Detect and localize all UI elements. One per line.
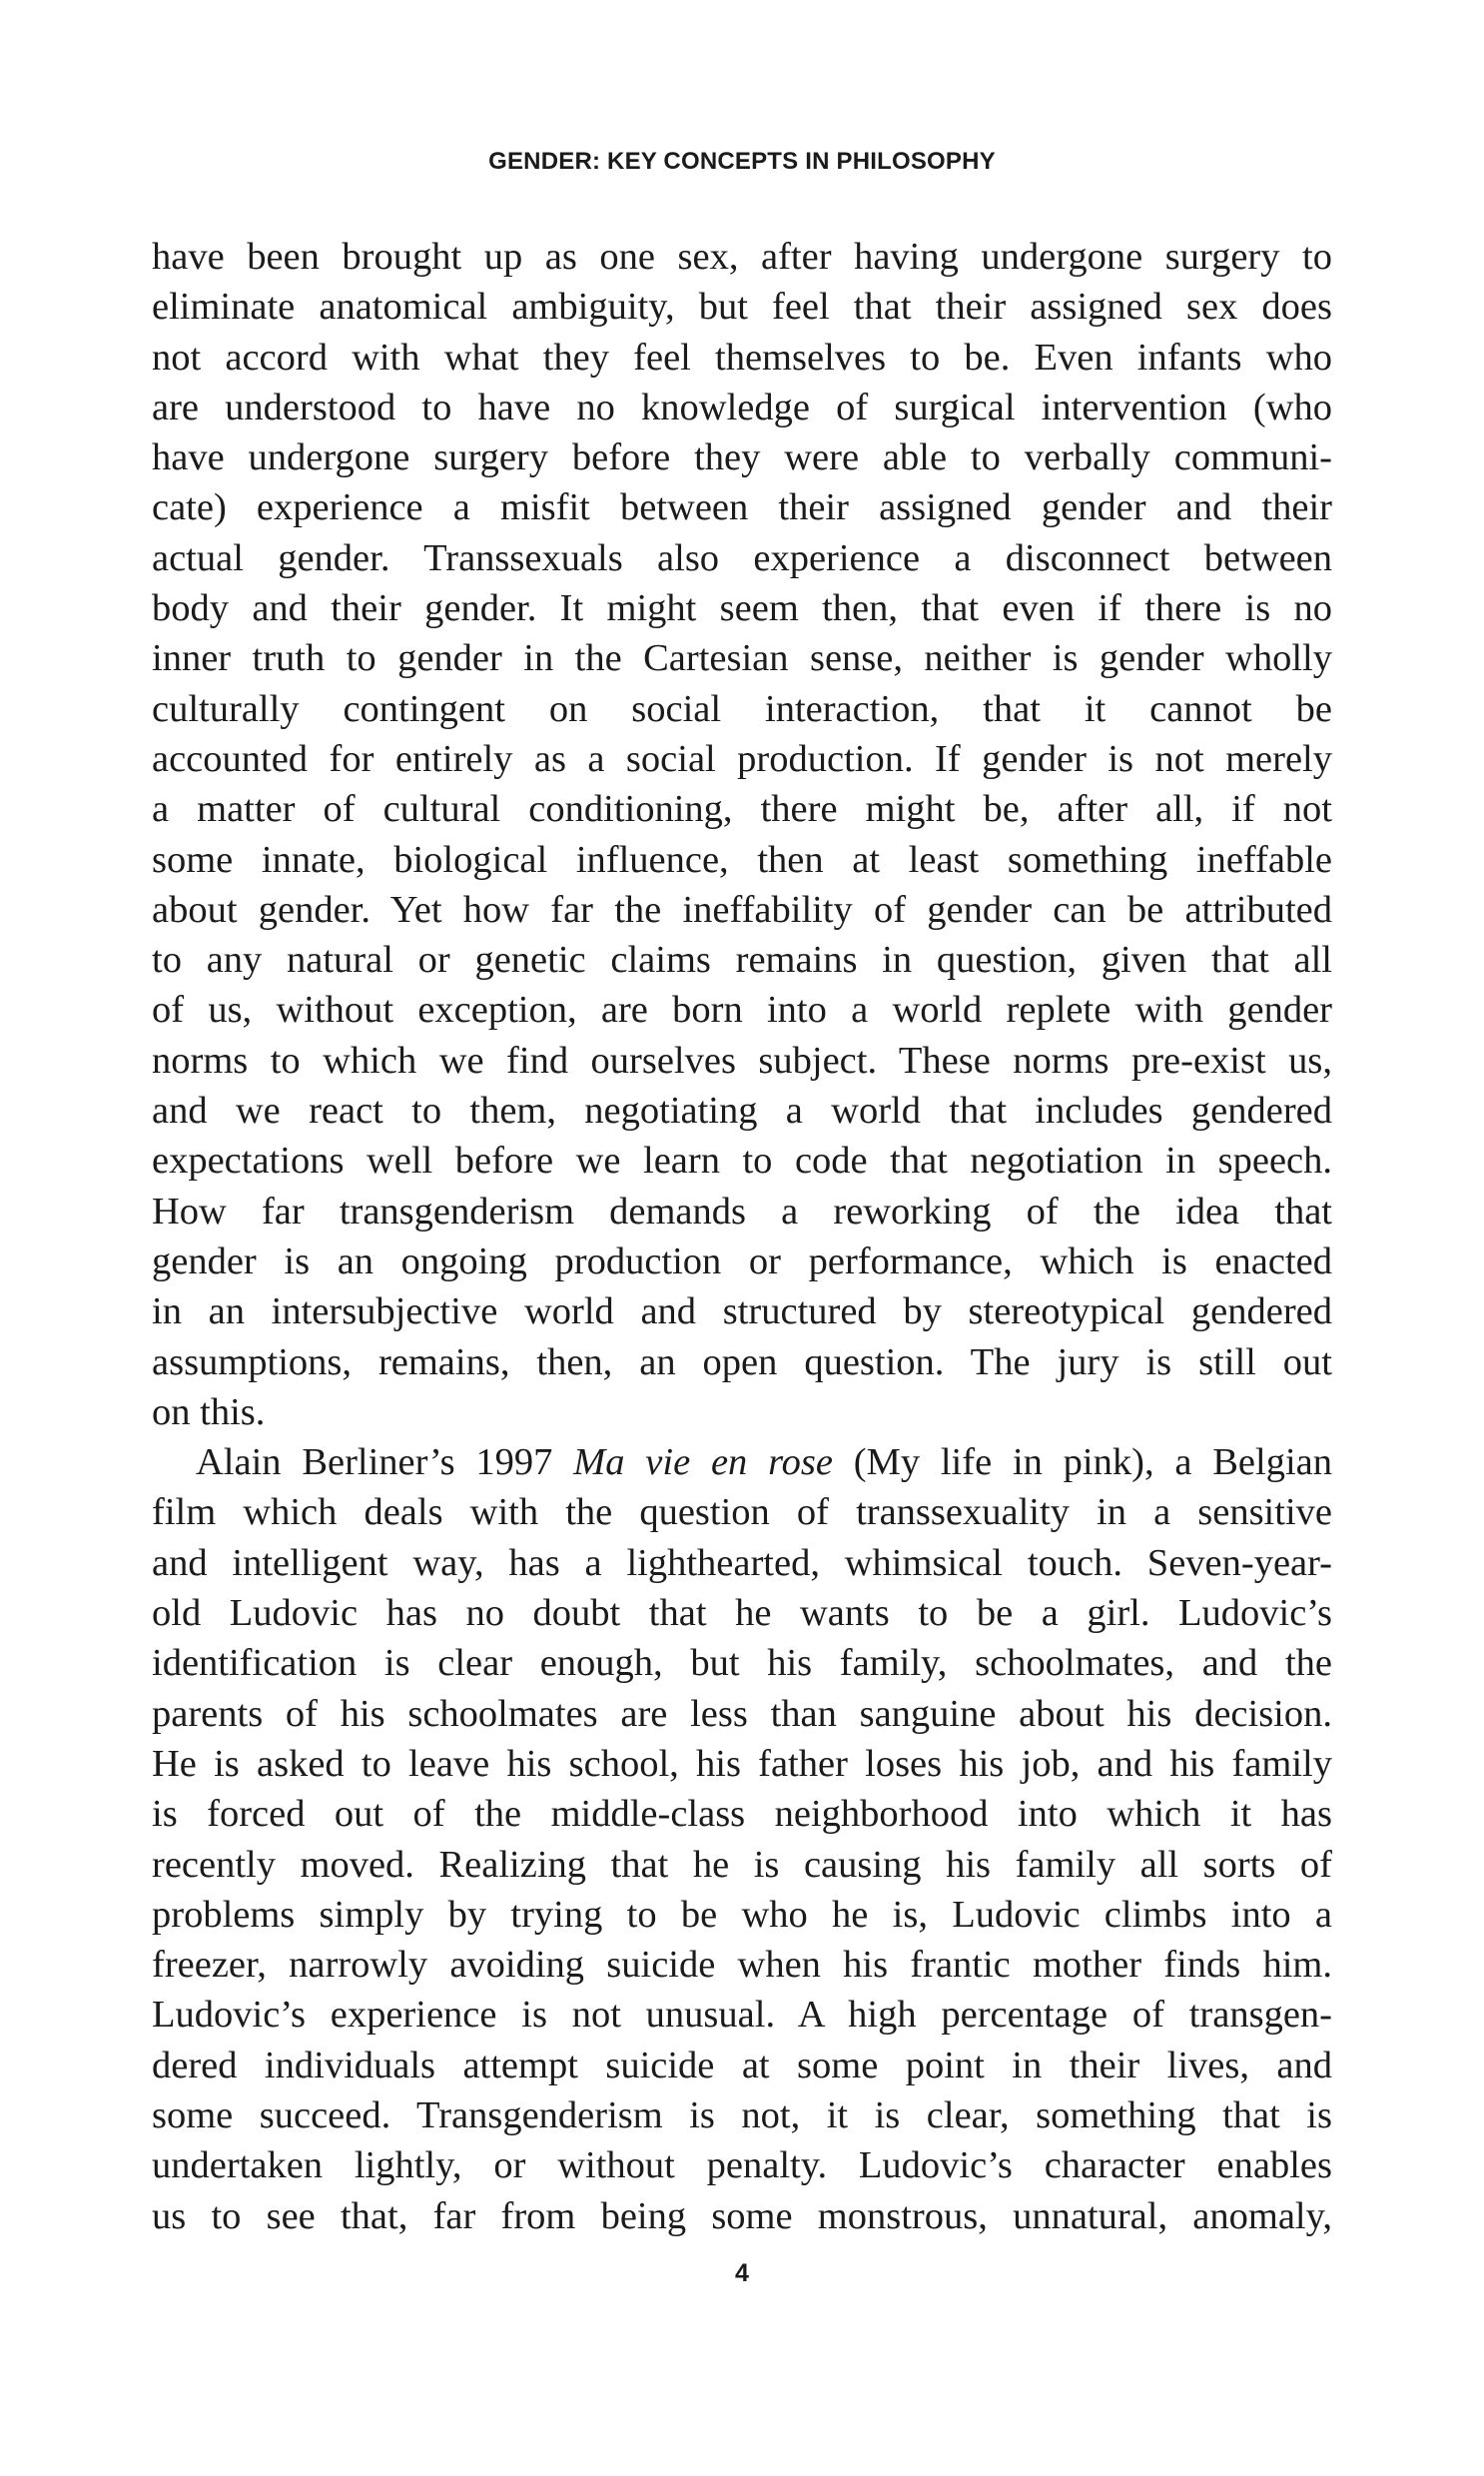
text-line: cate) experience a misfit between their assigned gender and their — [152, 486, 1332, 529]
text-line: us to see that, far from being some monstrous, unnatural, anomaly, — [152, 2194, 1332, 2237]
text-line: of us, without exception, are born into a world replete with gender — [152, 989, 1332, 1032]
text-line: accounted for entirely as a social production. If gender is not merely — [152, 737, 1332, 780]
text-line: and we react to them, negotiating a world that includes gendered — [152, 1090, 1332, 1133]
film-title: Ma vie en rose — [573, 1441, 833, 1484]
text-line: identification is clear enough, but his family, schoolmates, and the — [152, 1642, 1332, 1685]
text-line: expectations well before we learn to code that negotiation in speech. — [152, 1140, 1332, 1183]
text-line: inner truth to gender in the Cartesian sense, neither is gender wholly — [152, 637, 1332, 680]
text-line: He is asked to leave his school, his father loses his job, and his family — [152, 1742, 1332, 1785]
text-line: are understood to have no knowledge of surgical intervention (who — [152, 386, 1332, 428]
text-line: gender is an ongoing production or performance, which is enacted — [152, 1239, 1332, 1282]
text-line: on this. — [152, 1390, 266, 1433]
text-line: to any natural or genetic claims remains in question, given that all — [152, 939, 1332, 982]
text-line: and intelligent way, has a lighthearted, whimsical touch. Seven-year- — [152, 1541, 1332, 1584]
text-line: about gender. Yet how far the ineffability of gender can be attributed — [152, 888, 1332, 931]
paragraph-2-first-line — [152, 1437, 1332, 1487]
text-line: not accord with what they feel themselves to be. Even infants who — [152, 336, 1332, 379]
text-line: is forced out of the middle-class neighborhood into which it has — [152, 1793, 1332, 1836]
text-line: old Ludovic has no doubt that he wants to be a girl. Ludovic’s — [152, 1592, 1332, 1635]
text-line: problems simply by trying to be who he is, Ludovic climbs into a — [152, 1893, 1332, 1936]
text-line: a matter of cultural conditioning, there might be, after all, if not — [152, 788, 1332, 831]
text-line: culturally contingent on social interaction, that it cannot be — [152, 687, 1332, 730]
text-line: actual gender. Transsexuals also experience a disconnect between — [152, 536, 1332, 579]
text-line: assumptions, remains, then, an open question. The jury is still out — [152, 1340, 1332, 1383]
text-line: Ludovic’s experience is not unusual. A high percentage of transgen- — [152, 1994, 1332, 2037]
text-line: have undergone surgery before they were able to verbally communi- — [152, 436, 1332, 479]
text-line: norms to which we find ourselves subject. These norms pre-exist us, — [152, 1039, 1332, 1082]
body-text — [152, 232, 1332, 2241]
text-line: dered individuals attempt suicide at some point in their lives, and — [152, 2044, 1332, 2086]
text-line: undertaken lightly, or without penalty. Ludovic’s character enables — [152, 2144, 1332, 2187]
text-line: How far transgenderism demands a reworking of the idea that — [152, 1190, 1332, 1233]
text-line: body and their gender. It might seem then, that even if there is no — [152, 587, 1332, 630]
text-line: in an intersubjective world and structured by stereotypical gendered — [152, 1290, 1332, 1333]
text-line: some succeed. Transgenderism is not, it is clear, something that is — [152, 2093, 1332, 2136]
text-line: recently moved. Realizing that he is causing his family all sorts of — [152, 1843, 1332, 1886]
text-line: have been brought up as one sex, after having undergone surgery to — [152, 236, 1332, 278]
text-line: some innate, biological influence, then at least something ineffable — [152, 838, 1332, 881]
text-line: eliminate anatomical ambiguity, but feel that their assigned sex does — [152, 286, 1332, 329]
page-number: 4 — [735, 2259, 749, 2287]
text-run: (My life in pink), a Belgian — [832, 1441, 1332, 1484]
text-line: freezer, narrowly avoiding suicide when his frantic mother finds him. — [152, 1944, 1332, 1987]
text-run: Alain Berliner’s 1997 — [196, 1441, 574, 1484]
text-line: parents of his schoolmates are less than sanguine about his decision. — [152, 1692, 1332, 1735]
running-head: GENDER: KEY CONCEPTS IN PHILOSOPHY — [488, 148, 996, 175]
text-line: film which deals with the question of transsexuality in a sensitive — [152, 1491, 1332, 1534]
